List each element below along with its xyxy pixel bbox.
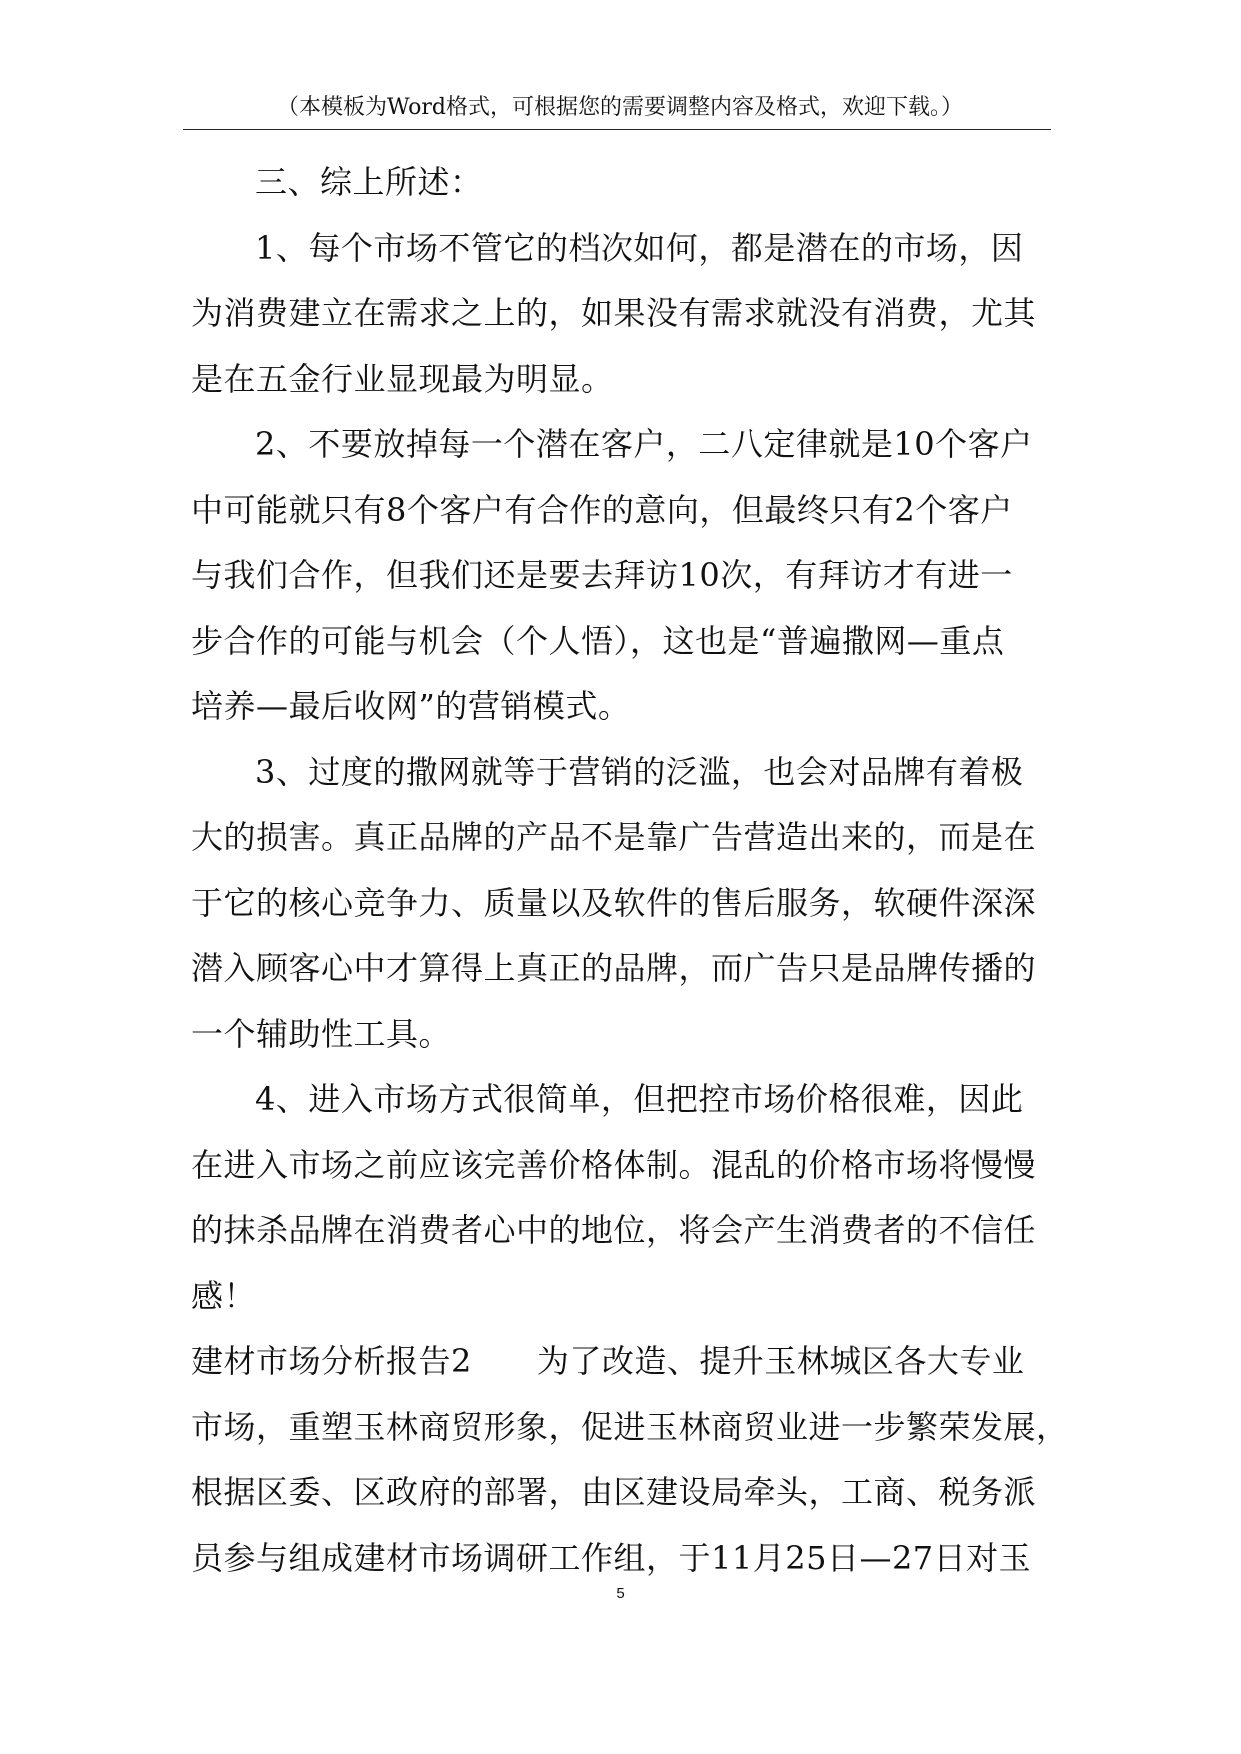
paragraph-5 bbox=[191, 1329, 1069, 1591]
paragraph-line: 是在五金行业显现最为明显。 bbox=[191, 359, 614, 398]
header-note: （本模板为Word格式，可根据您的需要调整内容及格式，欢迎下载。） bbox=[277, 95, 963, 120]
paragraph-line: 步合作的可能与机会（个人悟），这也是“普遍撒网—重点 bbox=[191, 621, 1005, 660]
header-divider bbox=[183, 129, 1051, 130]
paragraph-line: 培养—最后收网”的营销模式。 bbox=[191, 687, 631, 725]
paragraph-2 bbox=[191, 412, 1051, 740]
paragraph-line: 4、进入市场方式很简单，但把控市场价格很难，因此 bbox=[255, 1080, 1024, 1118]
paragraph-line: 潜入顾客心中才算得上真正的品牌，而广告只是品牌传播的 bbox=[191, 949, 1037, 987]
section-heading bbox=[191, 150, 1051, 216]
paragraph-line: 3、过度的撒网就等于营销的泛滥，也会对品牌有着极 bbox=[255, 752, 1024, 791]
paragraph-line: 1、每个市场不管它的档次如何，都是潜在的市场，因 bbox=[255, 228, 1024, 267]
section-heading-text: 三、综上所述： bbox=[255, 163, 483, 201]
paragraph-line: 的抹杀品牌在消费者心中的地位，将会产生消费者的不信任 bbox=[191, 1211, 1037, 1249]
paragraph-line: 与我们合作，但我们还是要去拜访10次，有拜访才有进一 bbox=[191, 556, 1013, 594]
paragraph-line: 建材市场分析报告2 为了改造、提升玉林城区各大专业 bbox=[191, 1342, 1025, 1380]
paragraph-4 bbox=[191, 1067, 1051, 1329]
paragraph-line: 根据区委、区政府的部署，由区建设局牵头，工商、税务派 bbox=[191, 1473, 1037, 1511]
paragraph-line: 一个辅助性工具。 bbox=[191, 1014, 452, 1053]
paragraph-line: 中可能就只有8个客户有合作的意向，但最终只有2个客户 bbox=[191, 490, 1013, 529]
paragraph-line: 为消费建立在需求之上的，如果没有需求就没有消费，尤其 bbox=[191, 294, 1037, 332]
paragraph-line: 在进入市场之前应该完善价格体制。混乱的价格市场将慢慢 bbox=[191, 1145, 1037, 1184]
paragraph-line: 感！ bbox=[191, 1276, 257, 1315]
paragraph-line: 于它的核心竞争力、质量以及软件的售后服务，软硬件深深 bbox=[191, 883, 1037, 922]
paragraph-line: 市场，重塑玉林商贸形象，促进玉林商贸业进一步繁荣发展， bbox=[191, 1407, 1069, 1446]
paragraph-line: 2、不要放掉每一个潜在客户，二八定律就是10个客户 bbox=[255, 425, 1033, 463]
paragraph-3 bbox=[191, 740, 1051, 1068]
paragraph-line: 员参与组成建材市场调研工作组，于11月25日—27日对玉 bbox=[191, 1538, 1032, 1577]
paragraph-1 bbox=[191, 216, 1051, 413]
paragraph-line: 大的损害。真正品牌的产品不是靠广告营造出来的，而是在 bbox=[191, 818, 1037, 856]
document-body bbox=[191, 150, 1069, 1591]
page-number: 5 bbox=[616, 1585, 625, 1602]
